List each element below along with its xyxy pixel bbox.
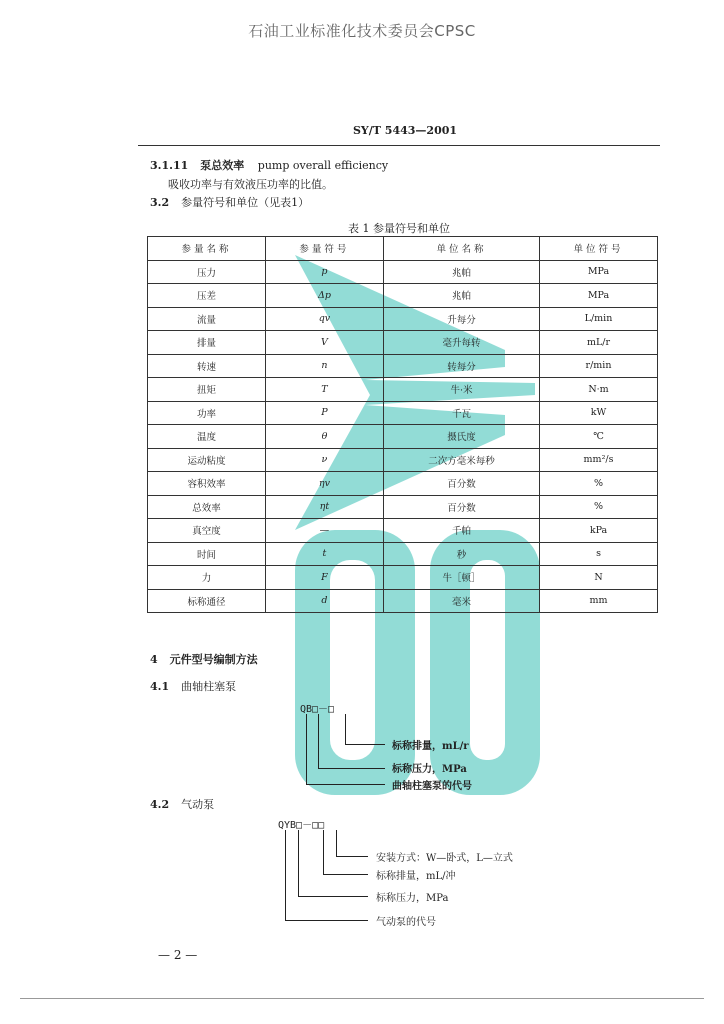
unit-name-cell: 秒 xyxy=(383,542,539,566)
unit-name-cell: 百分数 xyxy=(383,495,539,519)
section-number: 4.1 xyxy=(150,680,170,693)
unit-name-cell: 升每分 xyxy=(383,307,539,331)
column-header: 参量名称 xyxy=(148,237,266,261)
section-3-1-11-text: 吸收功率与有效液压功率的比值。 xyxy=(168,178,333,191)
param-name-cell: 功率 xyxy=(148,401,266,425)
table-row xyxy=(148,354,658,378)
qb-label-displacement: 标称排量，mL/r xyxy=(392,741,469,752)
unit-name-cell: 转每分 xyxy=(383,354,539,378)
qyb-code: QYB□－□□ xyxy=(278,820,325,831)
table-row xyxy=(148,331,658,355)
section-number: 4 xyxy=(150,653,158,666)
param-symbol-cell: d xyxy=(265,589,383,613)
table-row xyxy=(148,495,658,519)
table-row xyxy=(148,260,658,284)
table-row xyxy=(148,589,658,613)
organization-header: 石油工业标准化技术委员会CPSC xyxy=(248,22,476,40)
unit-name-cell: 兆帕 xyxy=(383,284,539,308)
param-name-cell: 标称通径 xyxy=(148,589,266,613)
table-body xyxy=(148,260,658,613)
bottom-rule xyxy=(20,998,704,999)
section-4-heading xyxy=(150,651,258,667)
section-number: 3.1.11 xyxy=(150,159,189,172)
table-row xyxy=(148,425,658,449)
param-name-cell: 力 xyxy=(148,566,266,590)
unit-name-cell: 牛［顿］ xyxy=(383,566,539,590)
parameter-table xyxy=(147,236,658,613)
table-row xyxy=(148,519,658,543)
qyb-label-pressure: 标称压力，MPa xyxy=(376,893,449,904)
unit-symbol-cell: mm²/s xyxy=(540,448,658,472)
param-symbol-cell: P xyxy=(265,401,383,425)
section-4-1-heading xyxy=(150,678,236,694)
section-english: pump overall efficiency xyxy=(257,159,389,172)
unit-symbol-cell: % xyxy=(540,472,658,496)
unit-name-cell: 毫升每转 xyxy=(383,331,539,355)
param-symbol-cell: p xyxy=(265,260,383,284)
table-header-row xyxy=(148,237,658,261)
unit-symbol-cell: MPa xyxy=(540,284,658,308)
param-name-cell: 转速 xyxy=(148,354,266,378)
param-symbol-cell: qv xyxy=(265,307,383,331)
param-symbol-cell: T xyxy=(265,378,383,402)
section-4-2-heading xyxy=(150,796,214,812)
section-title: 参量符号和单位（见表1） xyxy=(181,196,310,209)
param-name-cell: 总效率 xyxy=(148,495,266,519)
table-row xyxy=(148,401,658,425)
column-header: 单位符号 xyxy=(540,237,658,261)
table-row xyxy=(148,448,658,472)
page-number: — 2 — xyxy=(158,948,198,962)
table-row xyxy=(148,284,658,308)
header-rule xyxy=(138,145,660,146)
table-row xyxy=(148,542,658,566)
unit-symbol-cell: mm xyxy=(540,589,658,613)
column-header: 单位名称 xyxy=(383,237,539,261)
table-row xyxy=(148,307,658,331)
param-name-cell: 温度 xyxy=(148,425,266,449)
unit-name-cell: 百分数 xyxy=(383,472,539,496)
qyb-label-mounting: 安装方式：W—卧式，L—立式 xyxy=(376,853,513,864)
column-header: 参量符号 xyxy=(265,237,383,261)
unit-name-cell: 二次方毫米每秒 xyxy=(383,448,539,472)
param-symbol-cell: Δp xyxy=(265,284,383,308)
param-name-cell: 运动粘度 xyxy=(148,448,266,472)
qb-label-pressure: 标称压力，MPa xyxy=(392,764,467,775)
table-row xyxy=(148,566,658,590)
unit-name-cell: 兆帕 xyxy=(383,260,539,284)
section-title: 元件型号编制方法 xyxy=(169,653,258,666)
param-name-cell: 容积效率 xyxy=(148,472,266,496)
section-title: 泵总效率 xyxy=(200,159,245,172)
unit-symbol-cell: mL/r xyxy=(540,331,658,355)
unit-symbol-cell: MPa xyxy=(540,260,658,284)
section-number: 4.2 xyxy=(150,798,170,811)
section-3-1-11-heading xyxy=(150,157,388,173)
param-name-cell: 排量 xyxy=(148,331,266,355)
unit-name-cell: 千帕 xyxy=(383,519,539,543)
unit-symbol-cell: s xyxy=(540,542,658,566)
param-name-cell: 时间 xyxy=(148,542,266,566)
section-title: 气动泵 xyxy=(181,798,215,811)
unit-name-cell: 毫米 xyxy=(383,589,539,613)
param-symbol-cell: ηv xyxy=(265,472,383,496)
param-name-cell: 扭矩 xyxy=(148,378,266,402)
unit-symbol-cell: kW xyxy=(540,401,658,425)
unit-symbol-cell: L/min xyxy=(540,307,658,331)
table-row xyxy=(148,472,658,496)
unit-symbol-cell: N xyxy=(540,566,658,590)
param-name-cell: 压力 xyxy=(148,260,266,284)
standard-code: SY/T 5443—2001 xyxy=(352,124,458,137)
param-symbol-cell: θ xyxy=(265,425,383,449)
qb-code: QB□－□ xyxy=(300,704,335,715)
unit-symbol-cell: kPa xyxy=(540,519,658,543)
param-symbol-cell: ν xyxy=(265,448,383,472)
table-row xyxy=(148,378,658,402)
unit-name-cell: 摄氏度 xyxy=(383,425,539,449)
unit-symbol-cell: % xyxy=(540,495,658,519)
param-symbol-cell: t xyxy=(265,542,383,566)
param-symbol-cell: F xyxy=(265,566,383,590)
unit-symbol-cell: N·m xyxy=(540,378,658,402)
qyb-label-code: 气动泵的代号 xyxy=(376,917,436,928)
param-name-cell: 压差 xyxy=(148,284,266,308)
param-symbol-cell: — xyxy=(265,519,383,543)
param-symbol-cell: ηt xyxy=(265,495,383,519)
unit-symbol-cell: ℃ xyxy=(540,425,658,449)
param-name-cell: 真空度 xyxy=(148,519,266,543)
section-3-2-heading xyxy=(150,194,309,210)
section-title: 曲轴柱塞泵 xyxy=(181,680,237,693)
unit-name-cell: 千瓦 xyxy=(383,401,539,425)
unit-symbol-cell: r/min xyxy=(540,354,658,378)
section-number: 3.2 xyxy=(150,196,170,209)
param-symbol-cell: n xyxy=(265,354,383,378)
qb-label-code: 曲轴柱塞泵的代号 xyxy=(392,781,472,792)
param-symbol-cell: V xyxy=(265,331,383,355)
param-name-cell: 流量 xyxy=(148,307,266,331)
qyb-label-displacement: 标称排量，mL/冲 xyxy=(376,871,456,882)
table-caption: 表 1 参量符号和单位 xyxy=(348,222,450,235)
unit-name-cell: 牛·米 xyxy=(383,378,539,402)
